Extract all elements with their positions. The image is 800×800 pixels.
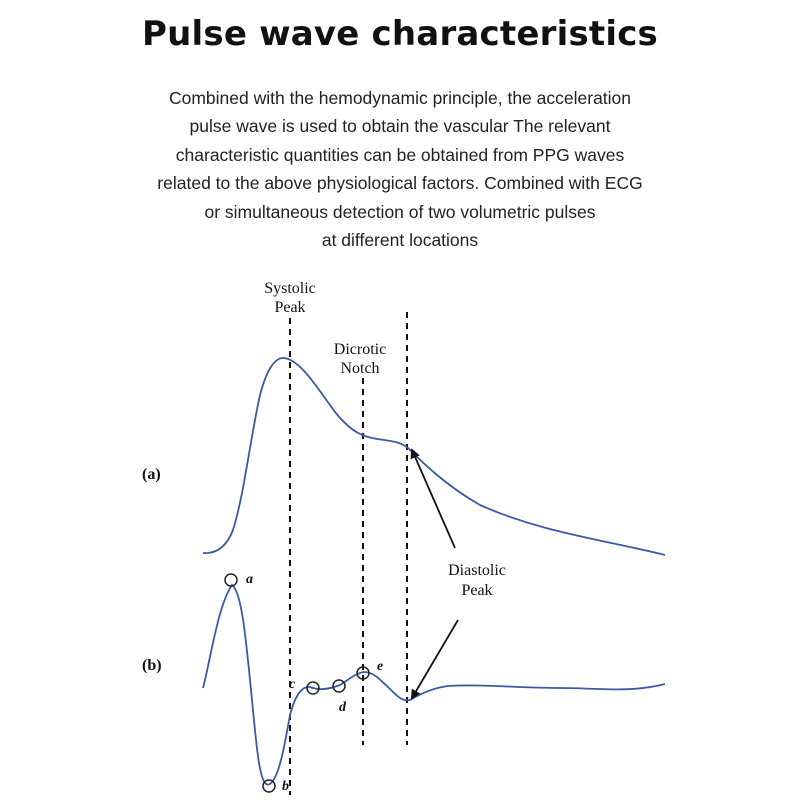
diastolic-peak-label-line1: Diastolic bbox=[448, 562, 506, 579]
description-line: at different locations bbox=[321, 230, 479, 251]
systolic-peak-label-line1: Systolic bbox=[264, 280, 316, 297]
dicrotic-notch-label-line2: Notch bbox=[340, 360, 380, 377]
description-line: pulse wave is used to obtain the vascular The relevant bbox=[189, 116, 611, 137]
diastolic-peak-label-line2: Peak bbox=[461, 582, 493, 599]
description-line: characteristic quantities can be obtained from PPG waves bbox=[175, 144, 625, 165]
point-b-label: b bbox=[282, 779, 289, 794]
description-line: Combined with the hemodynamic principle, the acceleration bbox=[168, 88, 632, 108]
ppg-waveform-a bbox=[203, 358, 665, 555]
page-title: Pulse wave characteristics bbox=[142, 14, 658, 54]
point-a-marker bbox=[225, 574, 237, 586]
description-line: or simultaneous detection of two volumetric pulses bbox=[204, 201, 596, 222]
systolic-peak-label-line2: Peak bbox=[274, 299, 306, 316]
panel-b-label: (b) bbox=[142, 657, 162, 674]
diastolic-arrow-upper bbox=[412, 450, 455, 548]
apg-waveform-b bbox=[203, 585, 665, 785]
point-e-label: e bbox=[377, 659, 384, 674]
point-a-label: a bbox=[246, 572, 253, 587]
point-d-label: d bbox=[339, 700, 346, 715]
panel-a-label: (a) bbox=[142, 466, 161, 483]
point-c-label: c bbox=[289, 677, 296, 692]
description-line: related to the above physiological factors. Combined with ECG bbox=[157, 173, 643, 194]
dicrotic-notch-label-line1: Dicrotic bbox=[333, 341, 387, 358]
point-b-marker bbox=[263, 780, 275, 792]
